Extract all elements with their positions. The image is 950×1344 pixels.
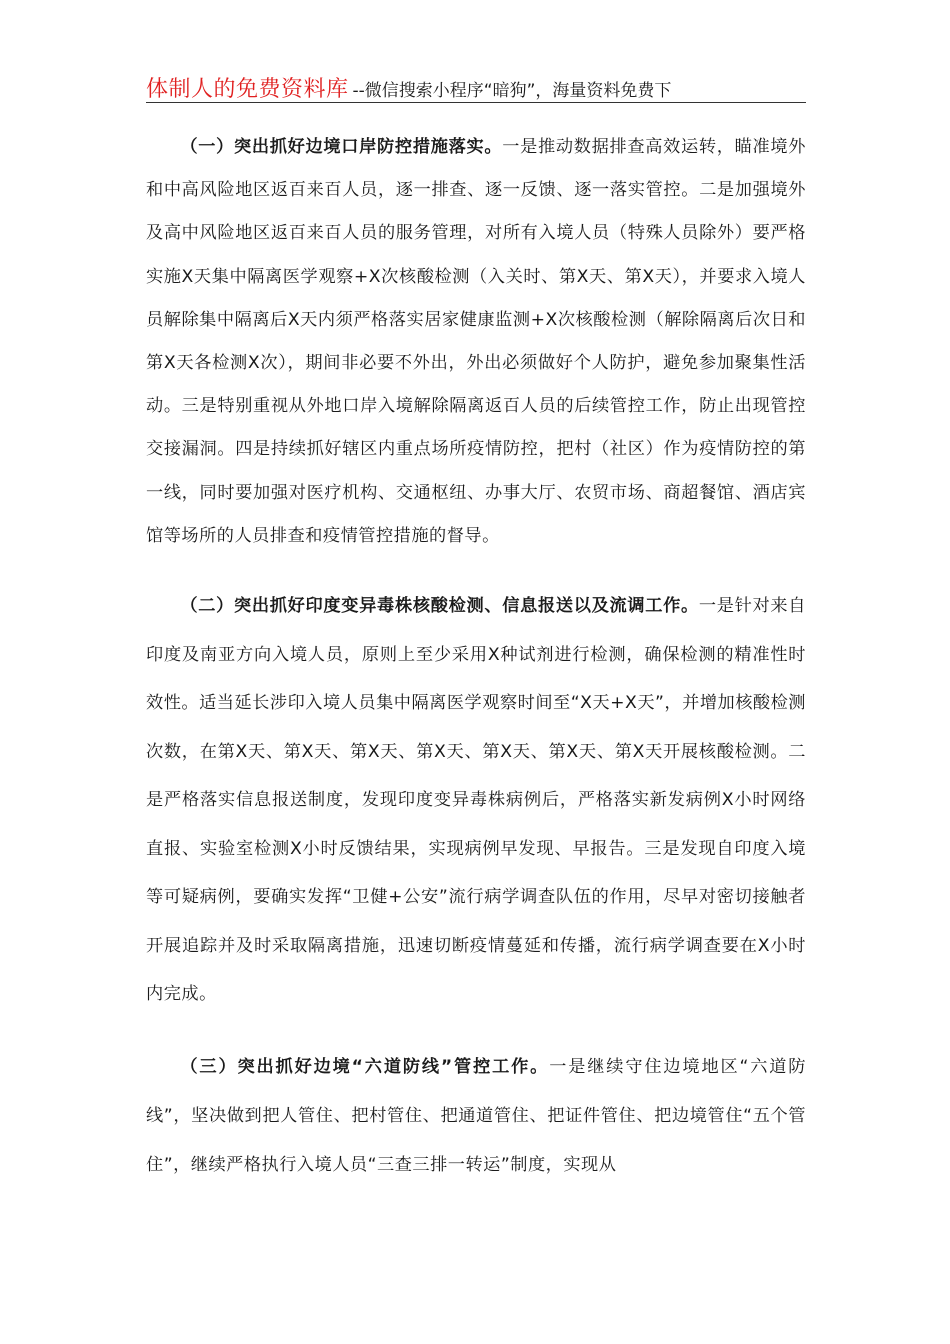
header-tagline: --微信搜索小程序“暗狗”，海量资料免费下 (352, 81, 672, 101)
paragraph-2-body: 一是针对来自印度及南亚方向入境人员，原则上至少采用X种试剂进行检测，确保检测的精准性时效性。适当延长涉印入境人员集中隔离医学观察时间至“X天+X天”，并增加核酸检测次数，在第X天、第X天、第X天、第X天、第X天、第X天、第X天开展核酸检测。二是严格落实信息报送制度，发现印度变异毒株病例后，严格落实新发病例X小时网络直报、实验室检测X小时反馈结果，实现病例早发现、早报告。三是发现自印度入境等可疑病例，要确实发挥“卫健+公安”流行病学调查队伍的作用，尽早对密切接触者开展追踪并及时采取隔离措施，迅速切断疫情蔓延和传播，流行病学调查要在X小时内完成。 (146, 596, 806, 1005)
paragraph-3-heading: （三）突出抓好边境“六道防线”管控工作。 (180, 1056, 550, 1077)
paragraph-1-body: 一是推动数据排查高效运转，瞄准境外和中高风险地区返百来百人员，逐一排查、逐一反馈、逐一落实管控。二是加强境外及高中风险地区返百来百人员的服务管理，对所有入境人员（特殊人员除外）要严格实施X天集中隔离医学观察+X次核酸检测（入关时、第X天、第X天），并要求入境人员解除集中隔离后X天内须严格落实居家健康监测+X次核酸检测（解除隔离后次日和第X天各检测X次），期间非必要不外出，外出必须做好个人防护，避免参加聚集性活动。三是特别重视从外地口岸入境解除隔离返百人员的后续管控工作，防止出现管控交接漏洞。四是持续抓好辖区内重点场所疫情防控，把村（社区）作为疫情防控的第一线，同时要加强对医疗机构、交通枢纽、办事大厅、农贸市场、商超餐馆、酒店宾馆等场所的人员排查和疫情管控措施的督导。 (146, 137, 806, 546)
paragraph-1 (146, 126, 806, 558)
header-brand: 体制人的免费资料库 (146, 77, 349, 102)
paragraph-2 (146, 582, 806, 1019)
paragraph-1-heading: （一）突出抓好边境口岸防控措施落实。 (180, 137, 503, 157)
document-body (146, 126, 806, 1214)
header-divider (146, 102, 806, 103)
paragraph-3 (146, 1043, 806, 1190)
watermark-header (146, 72, 806, 102)
paragraph-3-body: 一是继续守住边境地区“六道防线”，坚决做到把人管住、把村管住、把通道管住、把证件管住、把边境管住“五个管住”，继续严格执行入境人员“三查三排一转运”制度，实现从 (146, 1056, 806, 1175)
paragraph-2-heading: （二）突出抓好印度变异毒株核酸检测、信息报送以及流调工作。 (180, 596, 699, 617)
